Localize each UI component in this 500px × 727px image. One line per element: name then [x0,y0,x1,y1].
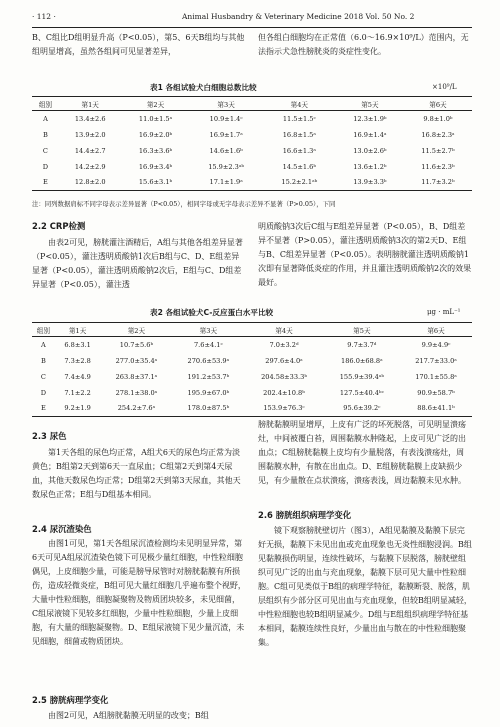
table-cell: 11.5±2.7ᵇ [421,146,455,155]
table-cell: 9.9±4.9ᶜ [421,340,451,349]
table-cell: 217.7±33.0ᵃ [415,356,457,365]
group-label: A [40,340,46,349]
table-cell: 14.4±2.7 [74,146,106,155]
table-cell: 15.2±2.1ᵃᵇ [263,175,336,191]
table1-note: 注：同列数据肩标不同字母表示差异显著（P<0.05），相同字母或无字母表示差异不显著（P>0.05），下同 [32,200,336,208]
table-cell: 191.2±53.7ᵇ [187,372,230,381]
table-cell: 14.2±2.9 [74,162,106,171]
table-cell: 170.1±55.8ᵃ [415,372,457,381]
table-cell: 16.9±1.7ᵃ [209,130,243,139]
col-header: 第1天 [59,97,122,111]
col-header: 第4天 [263,97,336,111]
col-header: 组别 [32,97,59,111]
right-mid-paragraph: 膀胱黏膜明显增厚，上皮有广泛的坏死脱落，可见明显溃疡灶，中间被覆白苔，周围黏膜水肿隆起，上皮可见广泛的出血点；C组膀胱黏膜上皮均有少量脱落，有表浅溃疡灶，周围黏膜水肿，有散在出血点。D、E组膀胱黏膜上皮缺损少见，有少量散在点状溃疡，溃疡表浅，周边黏膜未见水肿。 [258,420,466,485]
table-cell: 16.8±1.5ᵃ [282,130,316,139]
group-label: C [40,372,46,381]
table-row [32,111,472,127]
section-2-6-title: 2.6 膀胱组织病理学变化 [258,510,352,520]
group-label: C [42,146,48,155]
col-header: 第6天 [400,323,472,337]
journal-title: Animal Husbandry & Veterinary Medicine 2018 Vol. 50 No. 2 [182,12,415,21]
section-2-2-title: 2.2 CRP检测 [32,221,86,231]
table-cell: 90.9±58.7ᵇ [417,388,455,397]
group-label: D [42,162,49,171]
page-header [32,12,472,26]
table1-body [32,111,472,191]
table-cell: 15.6±3.1ᵇ [122,175,190,191]
table-cell: 16.8±2.3ᵃ [421,130,455,139]
table-cell: 9.2±1.9 [55,401,101,417]
table-cell: 13.6±1.2ᵇ [353,162,387,171]
table-cell: 155.9±39.4ᵃᵇ [339,372,384,381]
table-cell: 278.1±38.0ᵃ [115,388,158,397]
table2-caption: 表2 各组试验犬C-反应蛋白水平比较 [150,308,274,317]
table-cell: 88.6±41.1ᵇ [400,401,472,417]
table-cell: 10.9±1.4ᶜ [209,114,243,123]
table-row [32,369,472,385]
table-cell: 6.8±3.1 [64,340,91,349]
table2-unit: μg · mL⁻¹ [427,308,461,316]
table2-body [32,337,472,417]
table-cell: 16.3±3.6ᵇ [138,146,173,155]
table-row [32,175,472,191]
table-row [32,401,472,417]
table-cell: 7.3±2.8 [64,356,91,365]
table1-header-row [32,97,472,111]
table-cell: 11.0±1.5ᵃ [138,114,173,123]
group-label: A [43,114,48,123]
table-cell: 16.9±2.0ᵇ [138,130,173,139]
table-cell: 202.4±10.8ᵇ [263,388,305,397]
table-cell: 7.6±4.1ᶜ [193,340,223,349]
table-row [32,143,472,159]
table-cell: 15.9±2.3ᵃᵇ [208,162,245,171]
section-2-5-title: 2.5 膀胱病理学变化 [32,695,109,705]
table-cell: 13.0±2.6ᵇ [353,146,387,155]
col-header: 第5天 [324,323,400,337]
section-2-5-text: 由图2可见，A组膀胱黏膜无明显的改变；B组 [48,711,209,720]
table-cell: 127.5±40.4ᵇᶜ [339,388,384,397]
table-cell: 297.6±4.0ᵃ [265,356,303,365]
table-cell: 270.6±53.9ᵃ [187,356,230,365]
table-cell: 7.4±4.9 [64,372,91,381]
table-cell: 13.9±3.3ᵇ [336,175,404,191]
page-number: · 112 · [32,12,56,21]
table-cell: 12.8±2.0 [59,175,122,191]
table-cell: 12.3±1.9ᵇ [353,114,387,123]
col-header: 第6天 [404,97,472,111]
table-cell: 13.9±2.0 [74,130,106,139]
table-cell: 11.7±3.2ᵇ [404,175,472,191]
section-2-4-text: 由图1可见，第1天各组尿沉渣检测均未见明显异常，第6天可见A组尿沉渣染色镜下可见极少量红细胞，中性粒细胞偶见，上皮细胞少量，可能是膀导尿管时对膀胱黏膜有所损伤，造成轻微炎症，B组可见大量红细胞几乎遍布整个视野，大量中性粒细胞，细胞凝聚物及物质团块较多，未见细菌，C组尿液镜下见较多红细胞，少量中性粒细胞，少量上皮细胞，有大量的细胞凝聚物。D、E组尿液镜下见少量沉渣，未见细胞，细菌或物质团块。 [32,539,246,646]
top-right-paragraph: 但各组白细胞均在正常值（6.0～16.9×10⁹/L）范围内，无法指示犬急性膀胱炎的炎症性变化。 [258,33,469,56]
section-2-6-text: 镜下观察膀胱壁切片（图3），A组见黏膜及黏膜下层完好无损，黏膜下未见出血或充血现象也无炎性细胞浸润。B组见黏膜损伤明显，连续性破坏，与黏膜下层脱落，膀胱壁组织可见广泛的出血与充血现象，黏膜下层可见大量中性粒细胞。C组可见类似于B组的病理学特征，黏膜断裂、脱落，肌层组织有少部分区可见出血与充血现象，但较B组明显减轻，中性粒细胞也较B组明显减少。D组与E组组织病理学特征基本相同，黏膜连续性良好，少量出血与散在的中性粒细胞聚集。 [258,526,472,647]
table-cell: 263.8±37.1ᵃ [115,372,158,381]
header-rule [32,27,472,28]
table-cell: 277.0±35.4ᵃ [115,356,158,365]
table-cell: 254.2±7.6ᵃ [100,401,172,417]
table-cell: 195.9±67.0ᵇ [187,388,230,397]
table1 [32,96,472,191]
section-2-3-title: 2.3 尿色 [32,431,67,441]
col-header: 第3天 [172,323,244,337]
table-cell: 9.8±1.0ᵇ [423,114,453,123]
table-cell: 7.0±3.2ᵈ [269,340,299,349]
group-label: E [32,175,59,191]
section-2-4-title: 2.4 尿沉渣染色 [32,524,92,534]
table-cell: 17.1±1.9ᵃ [190,175,263,191]
table-cell: 13.4±2.6 [74,114,106,123]
col-header: 第3天 [190,97,263,111]
section-2-2-left-text: 由表2可见，膀胱灌注酒精后，A组与其他各组差异显著（P<0.05），灌注透明质酸钠1次后B组与C、D、E组差异显著（P<0.05），灌注透明质酸钠2次后，E组与C、D组差异显著（P<0.05），灌注透 [32,238,243,289]
table-cell: 95.6±39.2ᶜ [324,401,400,417]
table-cell: 14.5±1.6ᵇ [282,162,316,171]
table-row [32,385,472,401]
section-2-3-text: 第1天各组的尿色均正常，A组犬6天的尿色均正常为淡黄色；B组第2天到第6天一直尿血；C组第2天到第4天尿血，其他天数尿色均正常；D组第2天到第3天尿血，其他天数尿色正常；E组与D组基本相同。 [32,448,241,499]
table-cell: 11.6±2.3ᵇ [421,162,455,171]
table-cell: 16.9±3.4ᵇ [138,162,173,171]
table-cell: 186.0±68.8ᵃ [341,356,383,365]
col-header: 第2天 [122,97,190,111]
section-2-2-right-text: 明质酸钠3次后C组与E组差异显著（P<0.05），B、D组差异不显著（P>0.05），灌注透明质酸钠3次的第2天D、E组与B、C组差异显著（P<0.05）。表明膀胱灌注透明质酸钠1次即有显著降低炎症的作用，并且灌注透明质酸钠2次的效果最好。 [258,222,472,287]
group-label: B [40,356,46,365]
col-header: 第5天 [336,97,404,111]
table-cell: 16.6±1.3ᵃ [282,146,316,155]
col-header: 第4天 [244,323,323,337]
table2-header-row [32,323,472,337]
table2 [32,322,472,417]
top-left-paragraph: B、C组比D组明显升高（P<0.05），第5、6天B组均与其他组明显增高，虽然各组间可见显著差异， [32,33,245,56]
table-cell: 11.5±1.5ᶜ [282,114,316,123]
group-label: D [40,388,47,397]
table-row [32,337,472,353]
table-cell: 9.7±3.7ᵈ [347,340,377,349]
table-cell: 16.9±1.4ᵃ [353,130,387,139]
table1-unit: ×10⁹/L [432,83,457,91]
table-row [32,159,472,175]
table-row [32,353,472,369]
group-label: B [43,130,48,139]
group-label: E [32,401,55,417]
col-header: 第1天 [55,323,101,337]
table-cell: 178.0±87.5ᵇ [172,401,244,417]
table-cell: 10.7±5.6ᵇ [119,340,154,349]
table-cell: 204.58±33.3ᵇ [261,372,307,381]
col-header: 第2天 [100,323,172,337]
col-header: 组别 [32,323,55,337]
table-cell: 14.6±1.6ᵇ [209,146,243,155]
table-row [32,127,472,143]
table1-caption: 表1 各组试验犬白细胞总数比较 [150,83,257,92]
table-cell: 153.9±76.3ᶜ [244,401,323,417]
table-cell: 7.1±2.2 [64,388,91,397]
